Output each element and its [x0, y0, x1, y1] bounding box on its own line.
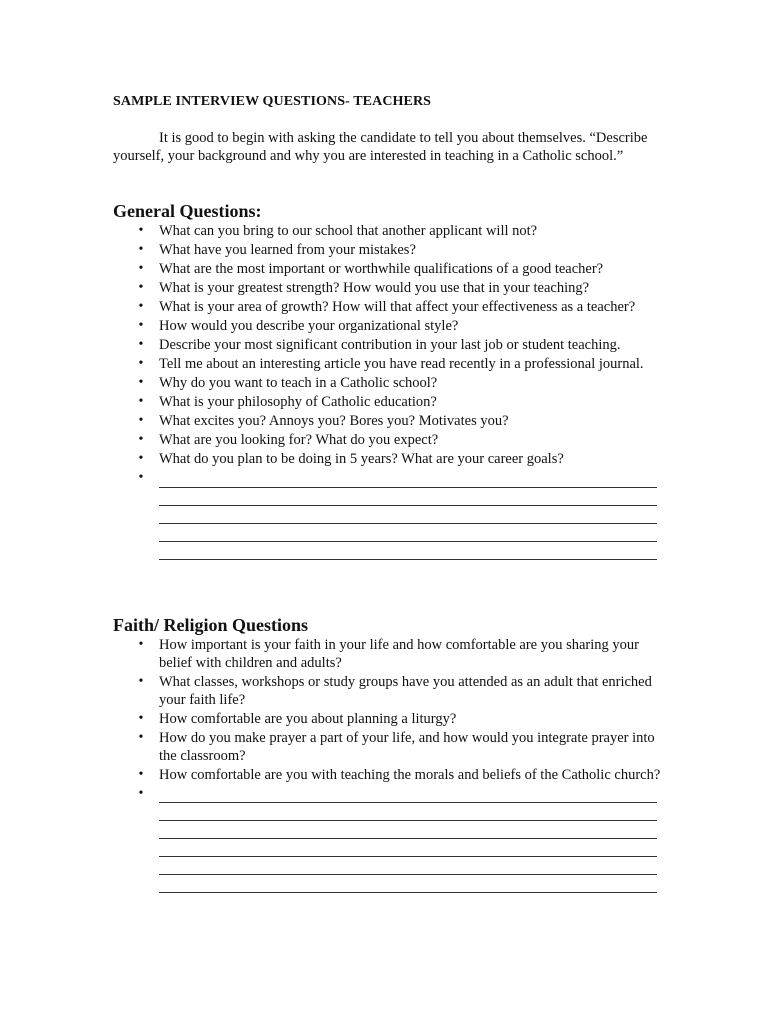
- question-text: Tell me about an interesting article you have read recently in a professional journal.: [159, 356, 644, 372]
- question-item: [113, 450, 673, 468]
- blank-answer-line[interactable]: [159, 559, 657, 560]
- bullet-icon: •: [138, 356, 144, 371]
- blank-answer-line[interactable]: [159, 802, 657, 803]
- question-item: [113, 636, 673, 672]
- bullet-icon: •: [138, 242, 144, 257]
- bullet-icon: •: [138, 337, 144, 352]
- bullet-icon: •: [138, 375, 144, 390]
- blank-answer-line[interactable]: [159, 541, 657, 542]
- intro-paragraph: [113, 129, 673, 165]
- blank-answer-line[interactable]: [159, 874, 657, 875]
- bullet-icon: •: [138, 451, 144, 466]
- faith-questions-heading: Faith/ Religion Questions: [113, 615, 309, 635]
- general-questions-list: [113, 222, 673, 488]
- bullet-icon: •: [138, 730, 144, 745]
- question-item: [113, 222, 673, 240]
- intro-quote: “Describe yourself, your background and why you are interested in teaching in a Catholic school.”: [113, 130, 648, 164]
- bullet-icon: •: [138, 470, 144, 485]
- blank-answer-line[interactable]: [159, 856, 657, 857]
- question-text: How comfortable are you about planning a liturgy?: [159, 711, 457, 727]
- question-item: [113, 355, 673, 373]
- blank-answer-line[interactable]: [159, 505, 657, 506]
- question-item: [113, 317, 673, 335]
- question-text: Why do you want to teach in a Catholic school?: [159, 375, 438, 391]
- bullet-icon: •: [138, 786, 144, 801]
- question-text: How would you describe your organizational style?: [159, 318, 459, 334]
- intro-sentence: It is good to begin with asking the candidate to tell you about themselves.: [159, 130, 586, 146]
- question-item: [113, 393, 673, 411]
- question-text: What is your area of growth? How will that affect your effectiveness as a teacher?: [159, 299, 636, 315]
- bullet-icon: •: [138, 767, 144, 782]
- question-text: How do you make prayer a part of your life, and how would you integrate prayer into the classroom?: [159, 730, 655, 764]
- bullet-icon: •: [138, 637, 144, 652]
- question-text: How important is your faith in your life and how comfortable are you sharing your belief with children and adults?: [159, 637, 639, 671]
- bullet-icon: •: [138, 299, 144, 314]
- faith-questions-list: [113, 636, 673, 804]
- bullet-icon: •: [138, 413, 144, 428]
- blank-answer-line[interactable]: [159, 892, 657, 893]
- question-item: [113, 374, 673, 392]
- question-text: What are you looking for? What do you expect?: [159, 432, 439, 448]
- bullet-icon: •: [138, 280, 144, 295]
- question-item: [113, 260, 673, 278]
- blank-answer-item: [113, 785, 673, 803]
- blank-answer-item: [113, 469, 673, 487]
- question-item: [113, 431, 673, 449]
- question-text: What is your philosophy of Catholic education?: [159, 394, 437, 410]
- question-text: What is your greatest strength? How would you use that in your teaching?: [159, 280, 590, 296]
- question-text: What classes, workshops or study groups have you attended as an adult that enriched your faith life?: [159, 674, 652, 708]
- question-item: [113, 279, 673, 297]
- blank-answer-line[interactable]: [159, 523, 657, 524]
- question-item: [113, 241, 673, 259]
- question-item: [113, 412, 673, 430]
- question-item: [113, 729, 673, 765]
- document-title: SAMPLE INTERVIEW QUESTIONS- TEACHERS: [113, 94, 432, 109]
- blank-answer-line[interactable]: [159, 820, 657, 821]
- question-item: [113, 336, 673, 354]
- bullet-icon: •: [138, 318, 144, 333]
- bullet-icon: •: [138, 432, 144, 447]
- bullet-icon: •: [138, 223, 144, 238]
- question-text: What do you plan to be doing in 5 years? What are your career goals?: [159, 451, 564, 467]
- question-item: [113, 298, 673, 316]
- question-text: What are the most important or worthwhile qualifications of a good teacher?: [159, 261, 604, 277]
- question-text: What have you learned from your mistakes?: [159, 242, 416, 258]
- question-text: What excites you? Annoys you? Bores you? Motivates you?: [159, 413, 509, 429]
- question-text: What can you bring to our school that another applicant will not?: [159, 223, 538, 239]
- bullet-icon: •: [138, 711, 144, 726]
- bullet-icon: •: [138, 394, 144, 409]
- blank-answer-line[interactable]: [159, 838, 657, 839]
- general-questions-heading: General Questions:: [113, 201, 262, 221]
- question-item: [113, 710, 673, 728]
- question-item: [113, 673, 673, 709]
- bullet-icon: •: [138, 261, 144, 276]
- question-text: Describe your most significant contribution in your last job or student teaching.: [159, 337, 621, 353]
- bullet-icon: •: [138, 674, 144, 689]
- question-text: How comfortable are you with teaching the morals and beliefs of the Catholic church?: [159, 767, 661, 783]
- blank-answer-line[interactable]: [159, 487, 657, 488]
- question-item: [113, 766, 673, 784]
